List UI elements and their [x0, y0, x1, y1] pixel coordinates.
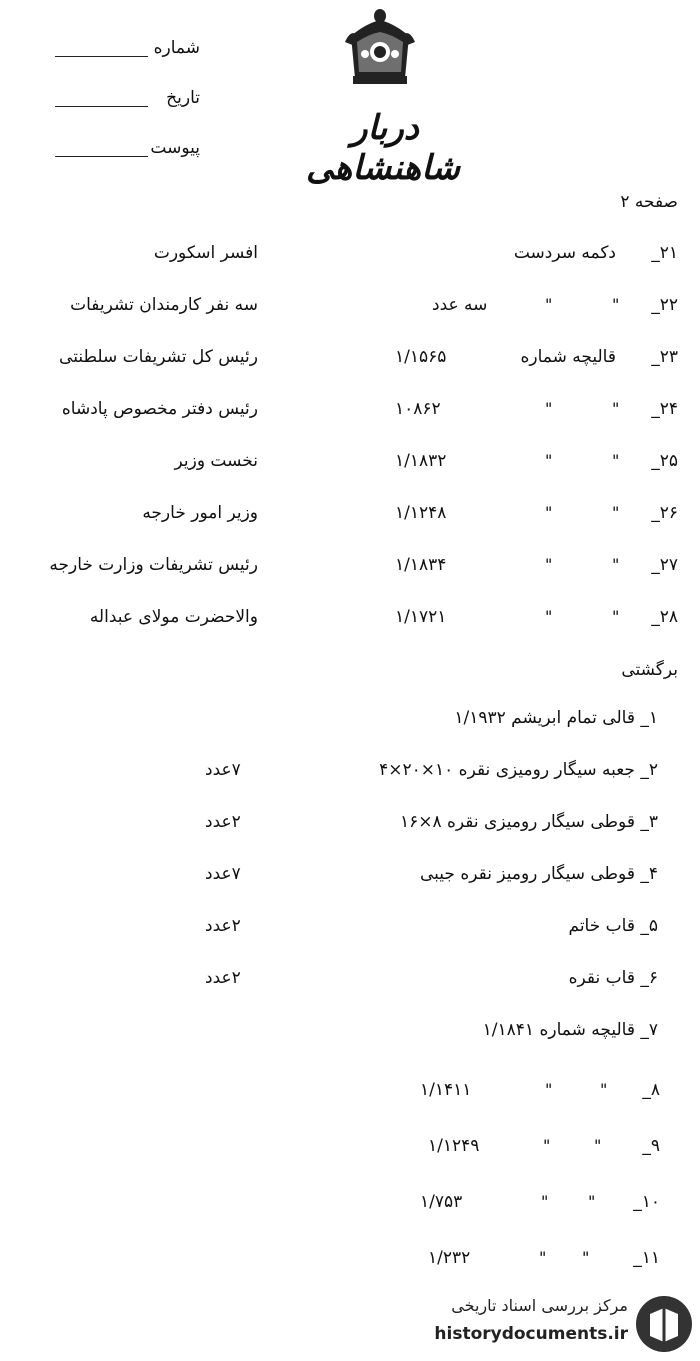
ditto-mark: " [539, 1248, 547, 1267]
date-label: تاریخ [166, 88, 200, 108]
watermark-title: مرکز بررسی اسناد تاریخی [451, 1296, 628, 1315]
ditto-mark: " [545, 1080, 553, 1099]
attachment-field [55, 138, 200, 162]
item-row [0, 451, 700, 481]
returned-quantity: ۲عدد [205, 916, 241, 936]
item-description: قالیچه شماره [520, 347, 616, 367]
returned-line: ۲_ جعبه سیگار رومیزی نقره ۱۰×۲۰×۴ [379, 760, 658, 780]
returned-rug-row [0, 1192, 700, 1222]
returned-rug-number: ۱۰_ [633, 1192, 660, 1212]
ditto-mark: " [588, 1192, 596, 1211]
returned-label: برگشتی [621, 660, 678, 680]
returned-line: ۷_ قالیچه شماره ۱/۱۸۴۱ [482, 1020, 658, 1040]
page-label: صفحه ۲ [620, 192, 678, 212]
item-value: ۱/۱۸۳۴ [395, 555, 447, 575]
returned-rug-value: ۱/۱۴۱۱ [420, 1080, 472, 1100]
watermark-url: historydocuments.ir [434, 1324, 628, 1344]
returned-row [0, 812, 700, 842]
returned-rug-number: ۸_ [642, 1080, 660, 1100]
ditto-mark: " [612, 451, 620, 470]
returned-rug-row [0, 1136, 700, 1166]
returned-quantity: ۷عدد [205, 760, 241, 780]
item-value: ۱/۱۷۲۱ [395, 607, 447, 627]
ditto-mark: " [545, 295, 553, 314]
item-value: ۱/۱۵۶۵ [395, 347, 447, 367]
returned-row [0, 968, 700, 998]
ditto-mark: " [545, 555, 553, 574]
ditto-mark: " [594, 1136, 602, 1155]
ditto-mark: " [612, 295, 620, 314]
attachment-line [55, 156, 148, 157]
item-value: سه عدد [432, 295, 488, 315]
item-number: ۲۸_ [651, 607, 678, 627]
item-recipient: افسر اسکورت [153, 243, 258, 263]
item-row [0, 295, 700, 325]
returned-quantity: ۲عدد [205, 812, 241, 832]
ditto-mark: " [545, 451, 553, 470]
date-field [55, 88, 200, 112]
item-value: ۱۰۸۶۲ [395, 399, 441, 419]
item-row [0, 399, 700, 429]
returned-rug-row [0, 1080, 700, 1110]
ditto-mark: " [612, 555, 620, 574]
returned-rug-number: ۱۱_ [633, 1248, 660, 1268]
item-row [0, 607, 700, 637]
returned-row [0, 708, 700, 738]
ditto-mark: " [543, 1136, 551, 1155]
returned-line: ۱_ قالی تمام ابریشم ۱/۱۹۳۲ [454, 708, 658, 728]
archive-logo-icon [634, 1294, 694, 1354]
number-label: شماره [153, 38, 200, 58]
returned-rug-row [0, 1248, 700, 1278]
item-row [0, 503, 700, 533]
ditto-mark: " [541, 1192, 549, 1211]
crown-emblem-icon [345, 6, 415, 88]
returned-line: ۵_ قاب خاتم [568, 916, 658, 936]
returned-quantity: ۷عدد [205, 864, 241, 884]
item-recipient: سه نفر کارمندان تشریفات [70, 295, 258, 315]
returned-line: ۴_ قوطی سیگار رومیز نقره جیبی [419, 864, 658, 884]
ditto-mark: " [612, 607, 620, 626]
item-description: دکمه سردست [513, 243, 616, 263]
item-recipient: نخست وزیر [174, 451, 258, 471]
returned-row [0, 1020, 700, 1050]
ditto-mark: " [545, 503, 553, 522]
item-number: ۲۷_ [651, 555, 678, 575]
ditto-mark: " [612, 399, 620, 418]
watermark [412, 1290, 700, 1360]
ditto-mark: " [612, 503, 620, 522]
returned-rug-value: ۱/۲۳۲ [428, 1248, 471, 1268]
ditto-mark: " [545, 399, 553, 418]
attachment-label: پیوست [150, 138, 200, 158]
returned-line: ۳_ قوطی سیگار رومیزی نقره ۸×۱۶ [399, 812, 658, 832]
item-row [0, 347, 700, 377]
letterhead-title: دربار شاهنشاهی [306, 108, 460, 188]
item-recipient: وزیر امور خارجه [142, 503, 258, 523]
returned-rug-value: ۱/۱۲۴۹ [428, 1136, 480, 1156]
item-row [0, 555, 700, 585]
item-value: ۱/۱۲۴۸ [395, 503, 447, 523]
returned-rug-value: ۱/۷۵۳ [420, 1192, 463, 1212]
ditto-mark: " [582, 1248, 590, 1267]
item-number: ۲۶_ [651, 503, 678, 523]
item-number: ۲۱_ [651, 243, 678, 263]
item-recipient: رئیس تشریفات وزارت خارجه [49, 555, 258, 575]
number-field [55, 38, 200, 62]
item-row [0, 243, 700, 273]
date-line [55, 106, 148, 107]
item-number: ۲۵_ [651, 451, 678, 471]
returned-quantity: ۲عدد [205, 968, 241, 988]
returned-row [0, 916, 700, 946]
item-recipient: رئیس دفتر مخصوص پادشاه [61, 399, 258, 419]
item-number: ۲۴_ [651, 399, 678, 419]
item-value: ۱/۱۸۳۲ [395, 451, 447, 471]
returned-row [0, 760, 700, 790]
ditto-mark: " [600, 1080, 608, 1099]
returned-row [0, 864, 700, 894]
item-recipient: رئیس کل تشریفات سلطنتی [59, 347, 258, 367]
item-number: ۲۲_ [651, 295, 678, 315]
item-number: ۲۳_ [651, 347, 678, 367]
returned-rug-number: ۹_ [642, 1136, 660, 1156]
ditto-mark: " [545, 607, 553, 626]
item-recipient: والاحضرت مولای عبداله [89, 607, 258, 627]
returned-line: ۶_ قاب نقره [568, 968, 658, 988]
number-line [55, 56, 148, 57]
